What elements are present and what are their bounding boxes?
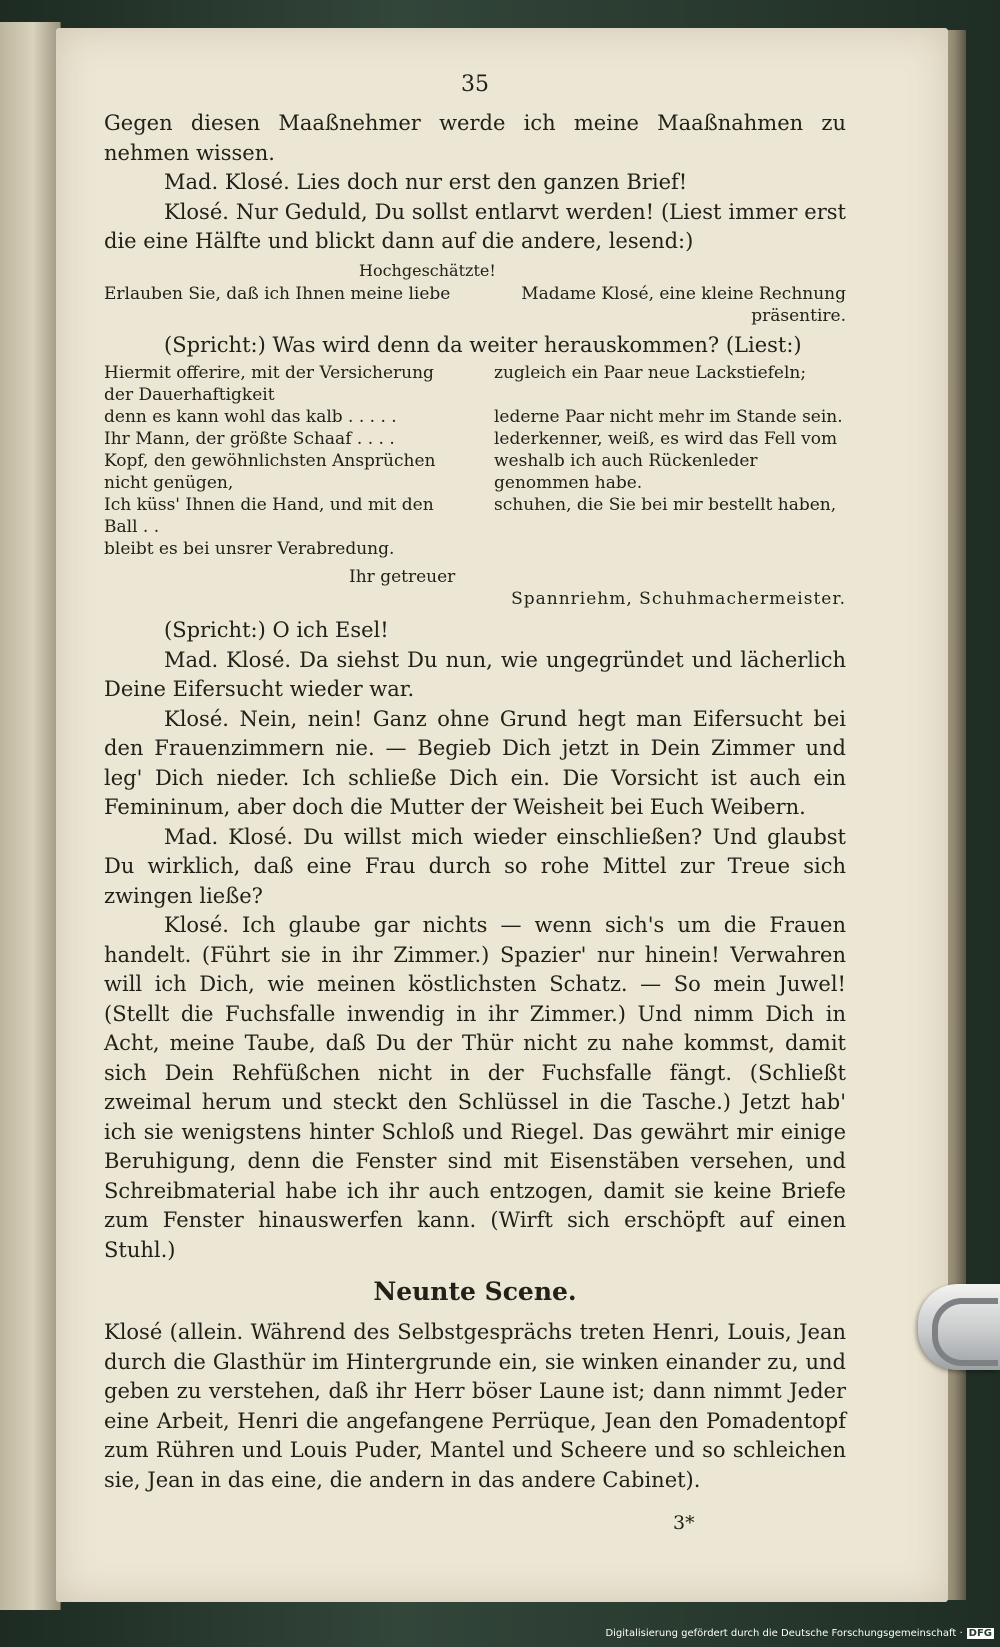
- dialog-line: Klosé. Nein, nein! Ganz ohne Grund hegt man Eifersucht bei den Frauenzimmern nie. — Begieb Dich jetzt in Dein Zimmer und leg' Dich nieder. Ich schließe Dich ein. Die Vorsicht ist auch ein Femininum, aber doch die Mutter der Weisheit bei Euch Weibern.: [104, 706, 846, 819]
- letter-valediction: Ihr getreuer: [349, 567, 456, 587]
- binder-clip-icon: [918, 1284, 1000, 1370]
- scene-heading: Neunte Scene.: [373, 1277, 577, 1306]
- letter-row: [104, 362, 846, 406]
- letter-opening: [104, 283, 846, 327]
- text-line: Gegen diesen Maaßnehmer werde ich meine Maaßnahmen zu nehmen wissen.: [104, 111, 846, 165]
- letter-row: [104, 450, 846, 494]
- digitization-footer: [605, 1628, 994, 1639]
- dialog-line: Klosé. Nur Geduld, Du sollst entlarvt werden! (Liest immer erst die eine Hälfte und blickt dann auf die andere, lesend:): [104, 199, 846, 253]
- dialog-line: (Spricht:) Was wird denn da weiter herauskommen? (Liest:): [164, 332, 802, 357]
- dialog-line: (Spricht:) O ich Esel!: [164, 618, 389, 642]
- dialog-line: Mad. Klosé. Da siehst Du nun, wie ungegründet und lächerlich Deine Eifersucht wieder war.: [104, 647, 846, 701]
- dfg-logo: DFG: [968, 1628, 992, 1639]
- letter-row: [104, 406, 846, 428]
- letter-salutation: Hochgeschätzte!: [359, 260, 496, 280]
- letter-left-half: Ich küss' Ihnen die Hand, und mit den Ball . .: [104, 495, 434, 537]
- letter-right-half: weshalb ich auch Rückenleder genommen habe.: [494, 451, 758, 493]
- stage-direction: Klosé (allein. Während des Selbstgesprächs treten Henri, Louis, Jean durch die Glasthür im Hintergrunde ein, sie winken einander zu, und geben zu verstehen, daß ihr Herr böser Laune ist; dann nimmt Jeder eine Arbeit, Henri die angefangene Perrüque, Jean den Pomadentopf zum Rühren und Louis Puder, Mantel und Scheere und so schleichen sie, Jean in das eine, die andern in das andere Cabinet).: [104, 1320, 846, 1492]
- letter-closing: bleibt es bei unsrer Verabredung.: [104, 539, 395, 559]
- dialog-line: Mad. Klosé. Lies doch nur erst den ganzen Brief!: [164, 170, 688, 194]
- letter-row: [104, 494, 846, 538]
- page-content: [104, 72, 846, 1495]
- letter-right-half: schuhen, die Sie bei mir bestellt haben,: [494, 495, 837, 515]
- letter-row: [104, 428, 846, 450]
- letter-left-half: Erlauben Sie, daß ich Ihnen meine liebe: [104, 283, 451, 304]
- page-number: 35: [461, 72, 489, 97]
- facing-page-edge: [0, 22, 61, 1610]
- dialog-line: Mad. Klosé. Du willst mich wieder einschließen? Und glaubst Du wirklich, daß eine Frau durch so rohe Mittel zur Treue sich zwingen ließe?: [104, 824, 846, 908]
- letter-left-half: denn es kann wohl das kalb . . . . .: [104, 407, 397, 427]
- dialog-line: Klosé. Ich glaube gar nichts — wenn sich's um die Frauen handelt. (Führt sie in ihr Zimmer.) Spazier' nur hinein! Verwahren will ich Dich, wie meinen köstlichsten Schatz. — So mein Juwel! (Stellt die Fuchsfalle inwendig in ihr Zimmer.) Und nimm Dich in Acht, meine Taube, daß Du der Thür nicht zu nahe kommst, damit sich Dein Rehfüßchen nicht in der Fuchsfalle fängt. (Schließt zweimal herum und steckt den Schlüssel in die Tasche.) Jetzt hab' ich sie wenigstens hinter Schloß und Riegel. Das gewährt mir einige Beruhigung, denn die Fenster sind mit Eisenstäben versehen, und Schreibmaterial habe ich ihr auch entzogen, damit sie keine Briefe zum Fenster hinauswerfen kann. (Wirft sich erschöpft auf einen Stuhl.): [104, 913, 846, 1262]
- letter-right-half: lederne Paar nicht mehr im Stande sein.: [494, 407, 843, 427]
- letter-right-half: lederkenner, weiß, es wird das Fell vom: [494, 429, 838, 449]
- signature-mark: 3*: [673, 1512, 695, 1534]
- letter-right-half: Madame Klosé, eine kleine Rechnung präsentire.: [521, 283, 846, 326]
- letter-left-half: Kopf, den gewöhnlichsten Ansprüchen nicht genügen,: [104, 451, 436, 493]
- letter-signature: Spannriehm, Schuhmachermeister.: [511, 589, 846, 609]
- footer-text: Digitalisierung gefördert durch die Deutsche Forschungsgemeinschaft ·: [605, 1628, 963, 1639]
- letter-right-half: zugleich ein Paar neue Lackstiefeln;: [494, 363, 807, 383]
- letter-left-half: Hiermit offerire, mit der Versicherung der Dauerhaftigkeit: [104, 363, 434, 405]
- letter-left-half: Ihr Mann, der größte Schaaf . . . .: [104, 429, 395, 449]
- letter-body: [104, 362, 846, 560]
